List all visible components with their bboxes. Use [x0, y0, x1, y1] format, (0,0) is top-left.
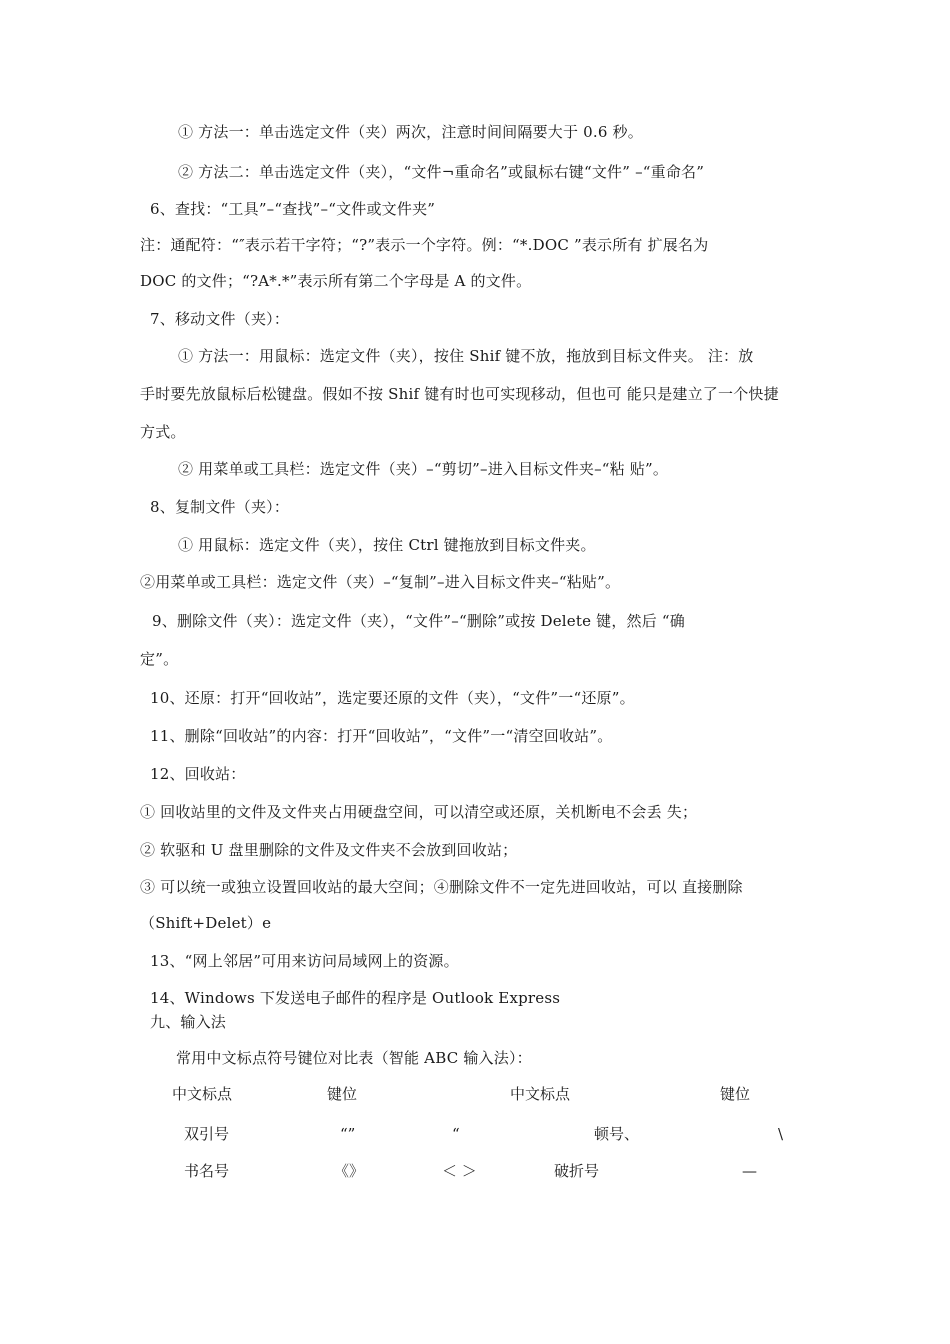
recycle-shift-delete: （Shift+Delet）e — [140, 914, 272, 932]
wildcard-note-line1: 注：通配符：“″表示若干字符；“?”表示一个字符。例：“*.DOC ”表示所有 扩展名为 — [140, 236, 709, 254]
method-two-rename: ② 方法二：单击选定文件（夹），“文件¬重命名”或鼠标右键“文件” –“重命名” — [178, 163, 705, 181]
table-row2-punct-1: 书名号 — [184, 1162, 230, 1180]
section-12-recycle-bin: 12、回收站： — [150, 765, 246, 783]
table-row1-punct-1: 双引号 — [184, 1125, 230, 1143]
section-8-copy: 8、复制文件（夹）： — [150, 498, 290, 516]
move-method-one-line3: 方式。 — [140, 423, 186, 441]
table-header-punct-1: 中文标点 — [172, 1085, 233, 1103]
table-row1-key-2: \ — [778, 1125, 784, 1143]
table-row1-key-1: “” — [340, 1125, 356, 1143]
wildcard-note-line2: DOC 的文件；“?A*.*”表示所有第二个字母是 A 的文件。 — [140, 272, 532, 290]
section-6-find: 6、查找：“工具”–“查找”–“文件或文件夹” — [150, 200, 436, 218]
table-row1-key-1b: “ — [452, 1125, 460, 1143]
section-9-delete-line2: 定”。 — [140, 650, 179, 668]
table-header-punct-2: 中文标点 — [510, 1085, 571, 1103]
section-11-empty-bin: 11、删除“回收站”的内容：打开“回收站”，“文件”一“清空回收站”。 — [150, 727, 613, 745]
section-7-move: 7、移动文件（夹）： — [150, 310, 290, 328]
recycle-point-2: ② 软驱和 U 盘里删除的文件及文件夹不会放到回收站； — [140, 841, 518, 859]
move-method-one-line2: 手时要先放鼠标后松键盘。假如不按 Shif 键有时也可实现移动，但也可 能只是建立了一个快捷 — [140, 385, 779, 403]
section-9-delete-line1: 9、删除文件（夹）：选定文件（夹），“文件”–“删除”或按 Delete 键，然后 “确 — [152, 612, 685, 630]
table-row2-key-1b: ＜ ＞ — [442, 1162, 477, 1180]
section-14-email: 14、Windows 下发送电子邮件的程序是 Outlook Express — [150, 989, 561, 1007]
recycle-point-3-4: ③ 可以统一或独立设置回收站的最大空间；④删除文件不一定先进回收站，可以 直接删除 — [140, 878, 743, 896]
table-header-key-2: 键位 — [720, 1085, 751, 1103]
table-row2-key-1: 《》 — [334, 1162, 365, 1180]
table-caption: 常用中文标点符号键位对比表（智能 ABC 输入法）： — [176, 1049, 532, 1067]
move-method-one-line1: ① 方法一：用鼠标：选定文件（夹），按住 Shif 键不放，拖放到目标文件夹。 注：放 — [178, 347, 754, 365]
section-13-network: 13、“网上邻居”可用来访问局域网上的资源。 — [150, 952, 459, 970]
table-header-key-1: 键位 — [327, 1085, 358, 1103]
method-one-rename: ① 方法一：单击选定文件（夹）两次，注意时间间隔要大于 0.6 秒。 — [178, 123, 643, 141]
section-10-restore: 10、还原：打开“回收站”，选定要还原的文件（夹），“文件”一“还原”。 — [150, 689, 635, 707]
copy-method-one: ① 用鼠标：选定文件（夹），按住 Ctrl 键拖放到目标文件夹。 — [178, 536, 596, 554]
recycle-point-1: ① 回收站里的文件及文件夹占用硬盘空间，可以清空或还原，关机断电不会丢 失； — [140, 803, 698, 821]
copy-method-two: ②用菜单或工具栏：选定文件（夹）–“复制”–进入目标文件夹–“粘贴”。 — [140, 573, 621, 591]
table-row2-punct-2: 破折号 — [554, 1162, 600, 1180]
chapter-9-input-method: 九、输入法 — [150, 1013, 227, 1031]
table-row1-punct-2: 顿号、 — [594, 1125, 640, 1143]
move-method-two: ② 用菜单或工具栏：选定文件（夹）–“剪切”–进入目标文件夹–“粘 贴”。 — [178, 460, 669, 478]
table-row2-key-2: — — [742, 1162, 757, 1180]
